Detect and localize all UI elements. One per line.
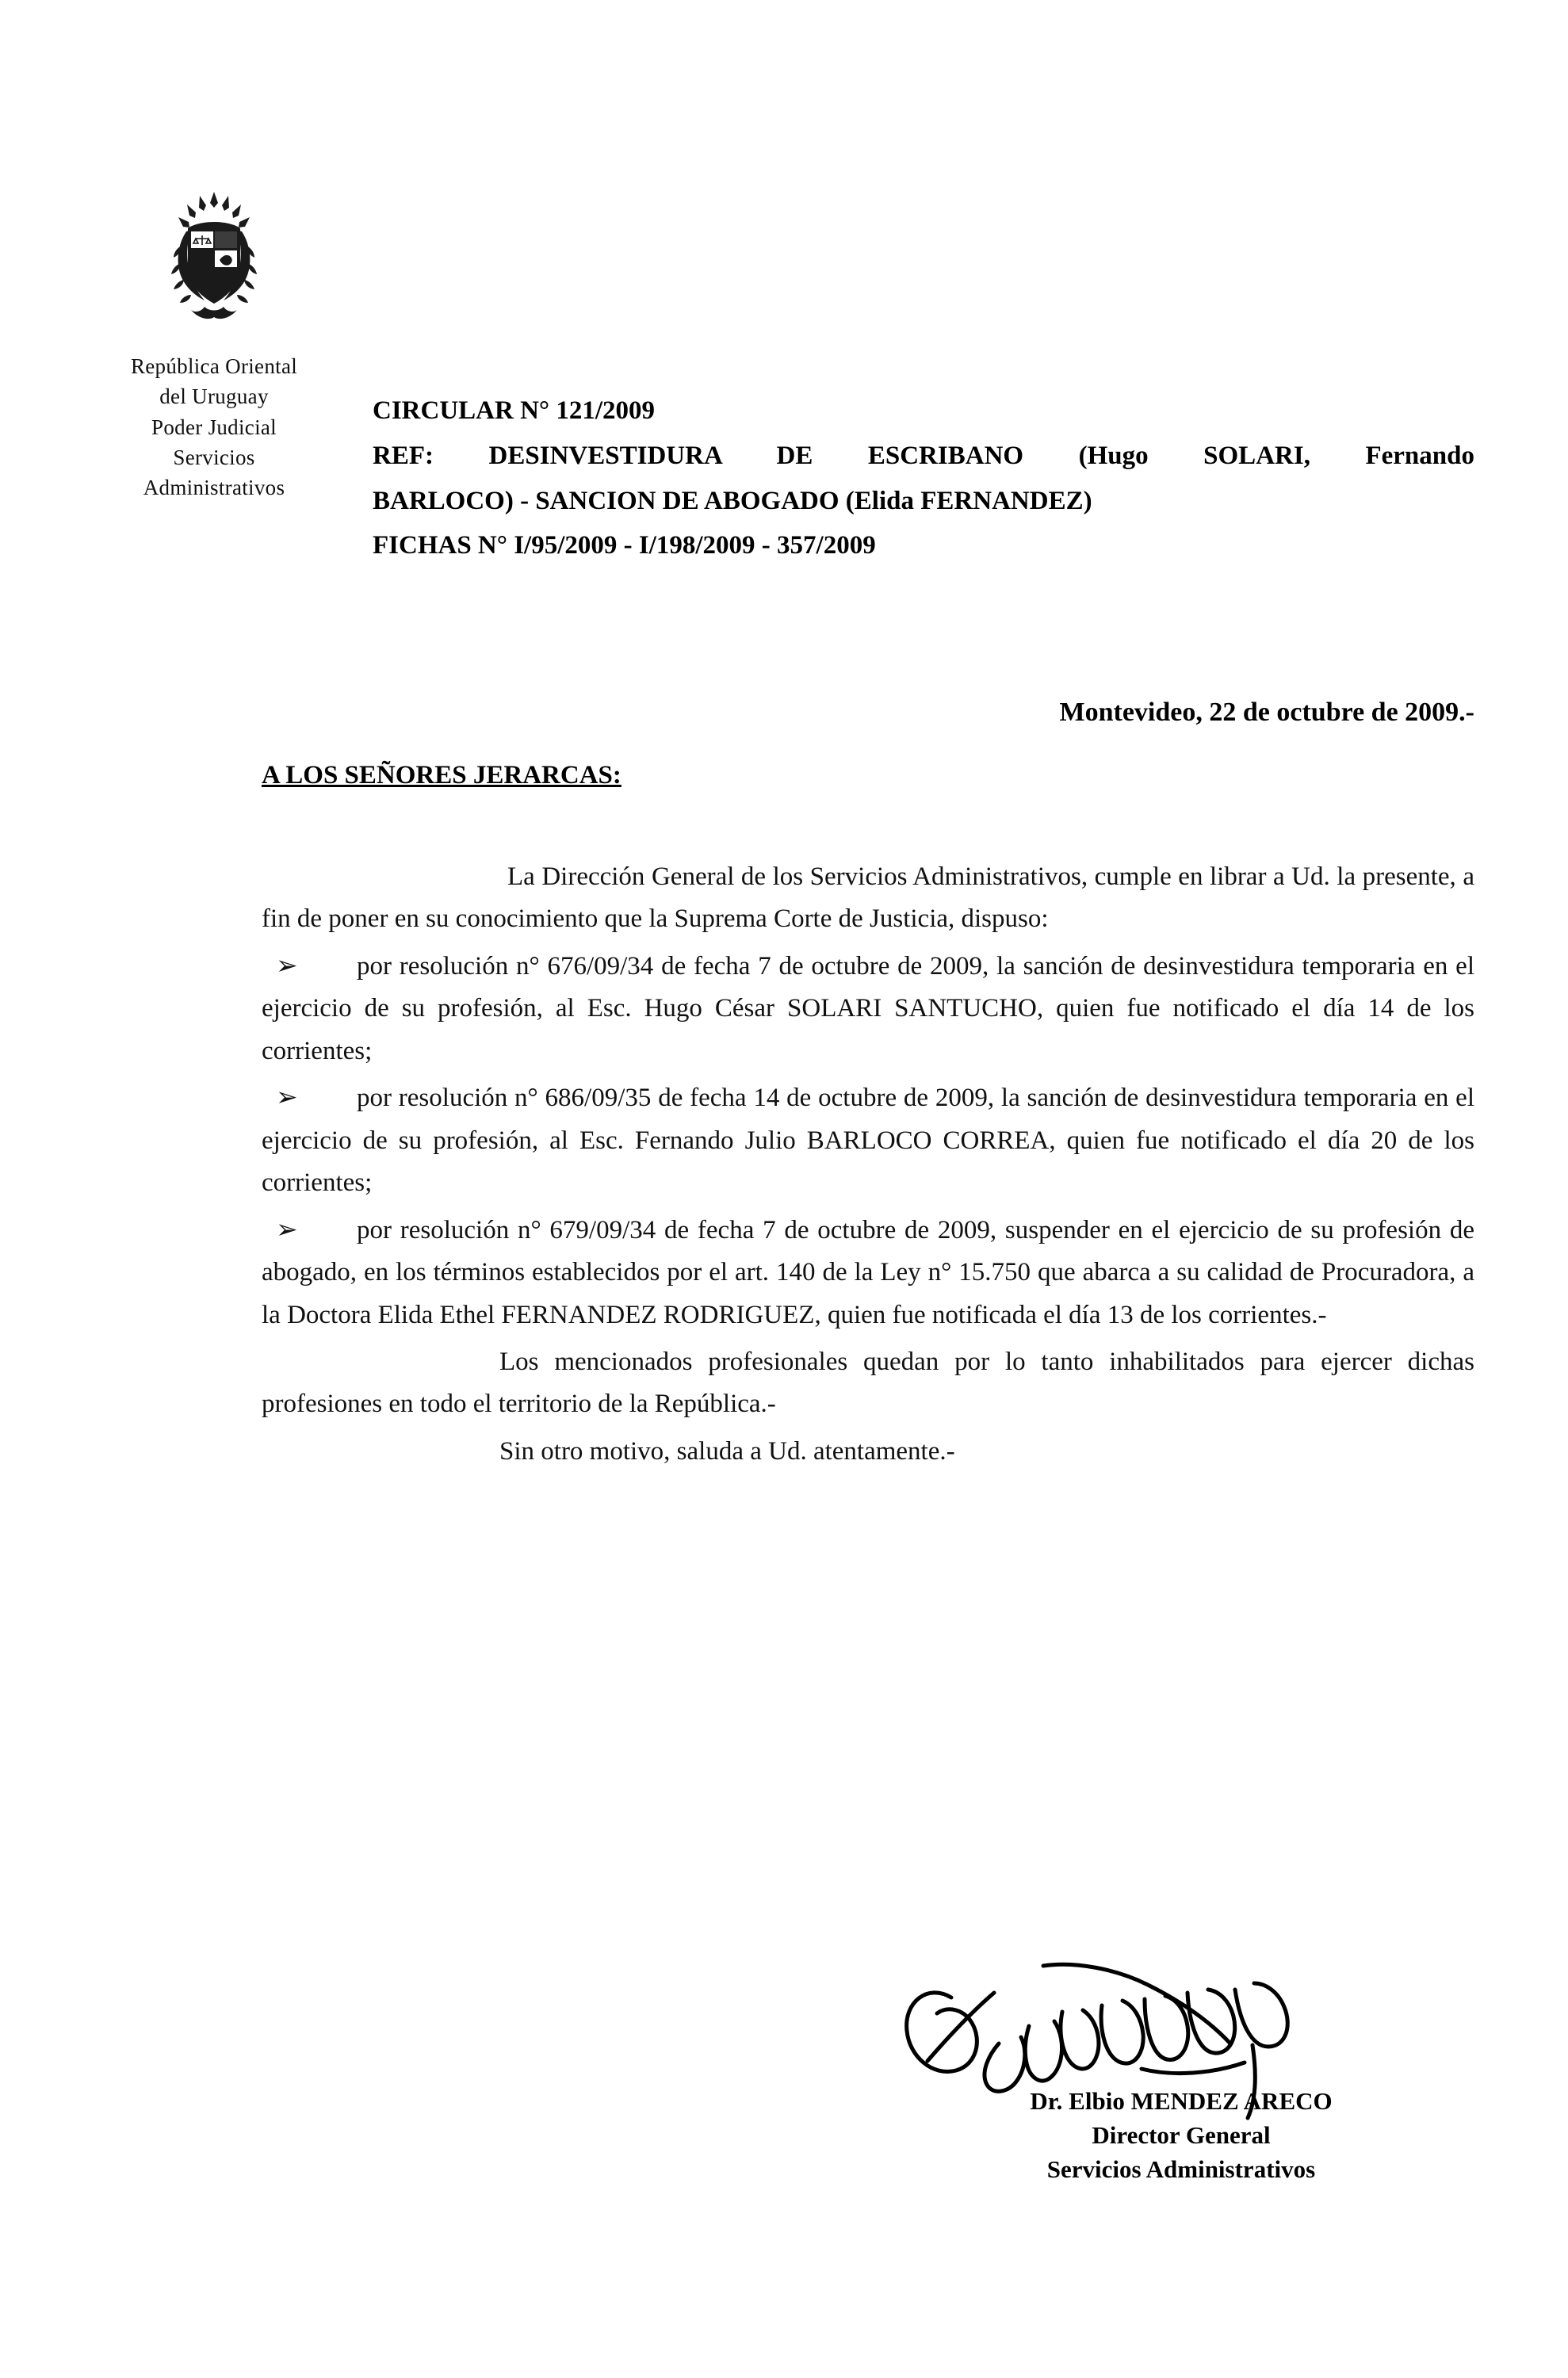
bullet-marker-icon: ➢: [276, 1084, 298, 1113]
body-closing-paragraph-2: Sin otro motivo, saluda a Ud. atentamente.-: [499, 1436, 955, 1466]
body-intro-paragraph: La Dirección General de los Servicios Administrativos, cumple en librar a Ud. la presente, a fin de poner en su conocimiento que la Suprema Corte de Justicia, dispuso:: [262, 862, 1474, 934]
reference-line-1: REF: DESINVESTIDURA DE ESCRIBANO (Hugo SOLARI, Fernando: [373, 441, 1474, 470]
letterhead-line-3: Poder Judicial: [151, 415, 277, 439]
bullet-item-1-text: por resolución n° 676/09/34 de fecha 7 de octubre de 2009, la sanción de desinvestidura temporaria en el ejercicio de su profesión, al Esc. Hugo César SOLARI SANTUCHO, quien fue notificado el día 14 de los corrientes;: [262, 951, 1474, 1065]
letterhead-line-2: del Uruguay: [159, 384, 269, 409]
bullet-item-3-text: por resolución n° 679/09/34 de fecha 7 de octubre de 2009, suspender en el ejercicio de su profesión de abogado, en los términos establecidos por el art. 140 de la Ley n° 15.750 que abarca a su calidad de Procuradora, a la Doctora Elida Ethel FERNANDEZ RODRIGUEZ, quien fue notificada el día 13 de los corrientes.-: [262, 1215, 1474, 1329]
body-bullet-item-2: [262, 1077, 1474, 1204]
letterhead: [55, 190, 373, 503]
body-bullet-item-1: [262, 946, 1474, 1072]
bullet-item-2-text: por resolución n° 686/09/35 de fecha 14 de octubre de 2009, la sanción de desinvestidura temporaria en el ejercicio de su profesión, al Esc. Fernando Julio BARLOCO CORREA, quien fue notificado el día 20 de los corrientes;: [262, 1084, 1474, 1198]
bullet-marker-icon: ➢: [276, 1215, 298, 1244]
letterhead-org-lines: [55, 351, 373, 503]
reference-line-2: BARLOCO) - SANCION DE ABOGADO (Elida FERNANDEZ): [373, 486, 1092, 515]
signature-text-lines: [888, 2085, 1474, 2186]
letterhead-line-1: República Oriental: [130, 354, 298, 378]
signatory-department: Servicios Administrativos: [1046, 2154, 1316, 2183]
document-date: Montevideo, 22 de octubre de 2009.-: [1059, 698, 1474, 727]
document-heading: [373, 388, 1474, 568]
uruguay-coat-of-arms-icon: [155, 190, 273, 329]
letterhead-line-4: Servicios: [173, 445, 255, 469]
signatory-title: Director General: [1092, 2120, 1271, 2149]
document-body: [262, 856, 1474, 1478]
letterhead-line-5: Administrativos: [143, 476, 285, 500]
signatory-name: Dr. Elbio MENDEZ ARECO: [1030, 2087, 1333, 2115]
body-bullet-item-3: [262, 1210, 1474, 1336]
body-closing-paragraph-1: Los mencionados profesionales quedan por lo tanto inhabilitados para ejercer dichas profesiones en todo el territorio de la República.-: [262, 1347, 1474, 1419]
bullet-marker-icon: ➢: [276, 951, 298, 981]
addressee-line: A LOS SEÑORES JERARCAS:: [262, 761, 621, 789]
fichas-line: FICHAS N° I/95/2009 - I/198/2009 - 357/2009: [373, 531, 876, 560]
circular-number: CIRCULAR N° 121/2009: [373, 396, 656, 425]
